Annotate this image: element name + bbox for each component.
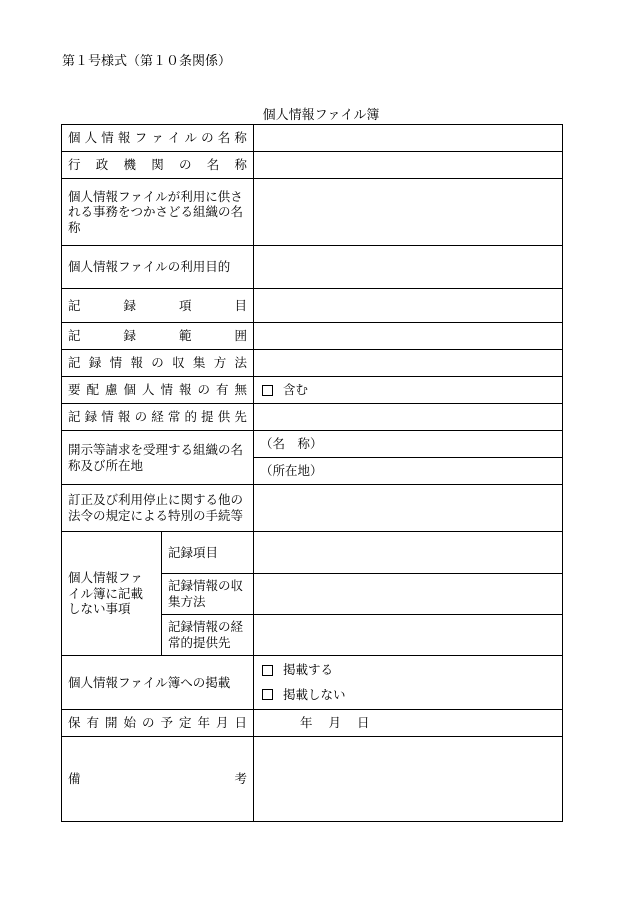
label-char: 称 <box>234 130 247 146</box>
row-disclosure-name <box>62 431 563 458</box>
form-number: 第１号様式（第１０条関係） <box>62 54 232 69</box>
file-register-table <box>61 124 563 822</box>
label-start-date <box>62 710 254 737</box>
value-publication <box>254 656 563 710</box>
row-sensitive <box>62 377 563 404</box>
label-char: 関 <box>151 157 164 173</box>
value-remarks[interactable] <box>254 737 563 822</box>
label-char: の <box>134 409 148 425</box>
row-file-name <box>62 125 563 152</box>
label-file-name <box>62 125 254 152</box>
label-char: 録 <box>123 297 137 313</box>
label-text <box>68 130 247 146</box>
label-char: 配 <box>86 382 100 398</box>
disclosure-location-label: （所在地） <box>260 463 323 479</box>
label-sensitive <box>62 377 254 404</box>
label-char: 考 <box>234 771 248 786</box>
label-char: 人 <box>84 130 98 146</box>
label-char: 情 <box>109 355 123 371</box>
value-disclosure-name[interactable] <box>254 431 563 458</box>
label-char: ル <box>184 130 197 146</box>
label-char: ァ <box>151 130 164 146</box>
label-char: 名 <box>206 157 220 173</box>
label-char: 日 <box>234 715 248 731</box>
row-scope <box>62 323 563 350</box>
value-unlisted-collection[interactable] <box>254 574 563 615</box>
label-char: 記 <box>68 409 81 425</box>
document-title: 個人情報ファイル簿 <box>262 108 380 123</box>
label-char: 機 <box>123 157 137 173</box>
label-char: 個 <box>68 130 81 146</box>
label-char: 報 <box>179 382 192 398</box>
label-char: 経 <box>151 409 164 425</box>
row-org <box>62 179 563 246</box>
label-char: 録 <box>123 328 137 344</box>
label-char: 記 <box>68 355 81 371</box>
label-char: 収 <box>172 355 185 371</box>
label-purpose: 個人情報ファイルの利用目的 <box>62 246 254 289</box>
label-char: 名 <box>217 130 231 146</box>
label-char: 開 <box>105 715 118 731</box>
label-text <box>68 715 247 731</box>
value-sensitive <box>254 377 563 404</box>
label-disclosure: 開示等請求を受理する組織の名称及び所在地 <box>62 431 254 485</box>
row-items <box>62 289 563 323</box>
label-char: 先 <box>234 409 247 425</box>
label-org: 個人情報ファイルが利用に供される事務をつかさどる組織の名称 <box>62 179 254 246</box>
label-char: 常 <box>167 409 181 425</box>
value-items[interactable] <box>254 289 563 323</box>
sensitive-checkbox[interactable] <box>262 385 273 396</box>
row-start-date <box>62 710 563 737</box>
value-org[interactable] <box>254 179 563 246</box>
label-text <box>68 409 247 425</box>
label-char: 年 <box>197 715 211 731</box>
label-char: 個 <box>123 382 137 398</box>
publication-no-checkbox[interactable] <box>262 689 273 700</box>
label-char: 法 <box>234 355 248 371</box>
label-remarks <box>62 737 254 822</box>
label-char: 囲 <box>234 328 248 344</box>
label-collection <box>62 350 254 377</box>
label-char: 報 <box>130 355 143 371</box>
label-char: 目 <box>234 297 248 313</box>
row-purpose <box>62 246 563 289</box>
value-disclosure-location[interactable] <box>254 458 563 485</box>
label-text <box>68 328 247 344</box>
label-char: の <box>151 355 164 371</box>
label-char: 情 <box>101 130 114 146</box>
date-year-label: 年 <box>300 715 313 731</box>
value-purpose[interactable] <box>254 246 563 289</box>
label-char: イ <box>167 130 181 146</box>
row-agency <box>62 152 563 179</box>
label-text <box>68 298 247 314</box>
date-day-label: 日 <box>357 715 370 731</box>
value-scope[interactable] <box>254 323 563 350</box>
label-char: 録 <box>84 409 98 425</box>
value-collection[interactable] <box>254 350 563 377</box>
label-char: 予 <box>160 715 174 731</box>
row-special <box>62 485 563 532</box>
label-char: 集 <box>192 355 206 371</box>
label-char: 始 <box>123 715 137 731</box>
label-items <box>62 289 254 323</box>
sublabel-unlisted-provision: 記録情報の経常的提供先 <box>162 615 254 656</box>
label-char: 慮 <box>105 382 118 398</box>
label-unlisted: 個人情報ファイル簿に記載しない事項 <box>62 532 162 656</box>
sublabel-unlisted-items: 記録項目 <box>162 532 254 574</box>
label-text <box>68 771 247 787</box>
value-provision[interactable] <box>254 404 563 431</box>
label-char: 無 <box>234 382 248 398</box>
label-char: 人 <box>142 382 155 398</box>
publication-no-label: 掲載しない <box>283 687 346 702</box>
label-char: 称 <box>234 157 248 173</box>
label-char: 報 <box>117 130 131 146</box>
label-char: 方 <box>213 355 227 371</box>
publication-yes-checkbox[interactable] <box>262 665 273 676</box>
row-remarks <box>62 737 563 822</box>
label-char: 的 <box>184 409 197 425</box>
label-text <box>68 355 247 371</box>
label-scope <box>62 323 254 350</box>
label-char: 行 <box>68 157 81 173</box>
value-unlisted-provision[interactable] <box>254 615 563 656</box>
label-char: 月 <box>216 715 229 731</box>
row-unlisted-items <box>62 532 563 574</box>
label-publication: 個人情報ファイル簿への掲載 <box>62 656 254 710</box>
label-char: 記 <box>68 328 81 344</box>
label-char: の <box>179 157 192 173</box>
row-publication <box>62 656 563 710</box>
label-text <box>68 157 247 173</box>
label-char: 範 <box>179 328 192 344</box>
value-special[interactable] <box>254 485 563 532</box>
label-char: 定 <box>179 715 192 731</box>
label-char: 要 <box>68 382 81 398</box>
date-month-label: 月 <box>328 715 342 731</box>
label-char: 記 <box>68 297 81 313</box>
label-char: の <box>142 715 155 731</box>
label-char: 報 <box>117 409 131 425</box>
label-char: 政 <box>95 157 109 173</box>
sensitive-option-label: 含む <box>283 382 309 398</box>
label-text <box>68 382 247 398</box>
label-char: 備 <box>68 771 81 786</box>
label-char: 情 <box>101 409 114 425</box>
label-char: 提 <box>201 409 214 425</box>
label-char: フ <box>134 130 148 146</box>
row-provision <box>62 404 563 431</box>
label-special: 訂正及び利用停止に関する他の法令の規定による特別の手続等 <box>62 485 254 532</box>
label-char: 情 <box>160 382 174 398</box>
label-char: 録 <box>88 355 102 371</box>
publication-yes-label: 掲載する <box>283 662 334 678</box>
label-char: 供 <box>217 409 231 425</box>
label-agency <box>62 152 254 179</box>
label-char: 有 <box>86 715 100 731</box>
label-char: 項 <box>179 297 192 313</box>
value-agency[interactable] <box>254 152 563 179</box>
label-char: の <box>197 382 211 398</box>
label-char: 保 <box>68 715 81 731</box>
disclosure-name-label: （名 称） <box>260 436 323 452</box>
value-start-date[interactable] <box>254 710 563 737</box>
value-unlisted-items[interactable] <box>254 532 563 574</box>
value-file-name[interactable] <box>254 125 563 152</box>
label-provision <box>62 404 254 431</box>
row-collection <box>62 350 563 377</box>
sublabel-unlisted-collection: 記録情報の収集方法 <box>162 574 254 615</box>
label-char: の <box>201 130 214 146</box>
label-char: 有 <box>216 382 229 398</box>
